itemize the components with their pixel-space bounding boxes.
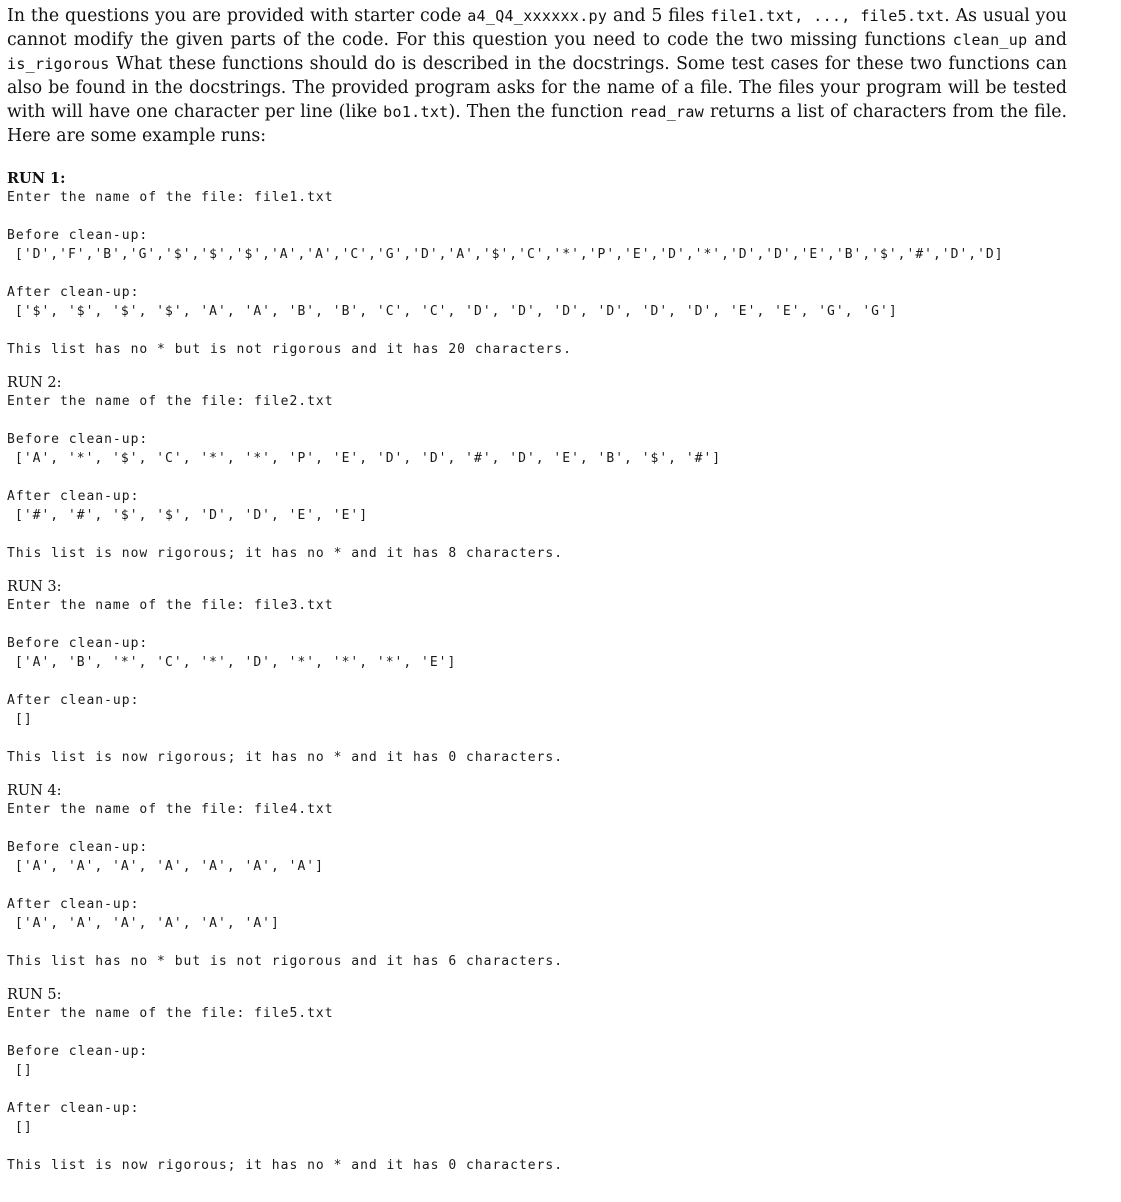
intro-text-6: ). Then the function (448, 102, 630, 122)
run-block (7, 578, 1067, 782)
after-label: After clean-up: (7, 897, 140, 912)
result-line: This list is now rigorous; it has no * and it has 0 characters. (7, 1158, 564, 1173)
run-block (7, 374, 1067, 578)
run-title: RUN 5: (7, 987, 62, 1003)
intro-text-2: and 5 files (607, 6, 711, 26)
file-prompt: Enter the name of the file: file5.txt (7, 1006, 334, 1021)
after-label: After clean-up: (7, 285, 140, 300)
before-label: Before clean-up: (7, 1044, 149, 1059)
file-prompt: Enter the name of the file: file3.txt (7, 598, 334, 613)
after-list: ['#', '#', '$', '$', 'D', 'D', 'E', 'E'] (15, 508, 369, 523)
run-block (7, 170, 1067, 374)
intro-text-1: In the questions you are provided with starter code (7, 6, 468, 26)
result-line: This list has no * but is not rigorous and it has 20 characters. (7, 342, 572, 357)
run-title: RUN 2: (7, 375, 62, 391)
after-label: After clean-up: (7, 1101, 140, 1116)
starter-code-filename: a4_Q4_xxxxxx.py (467, 7, 608, 25)
file-prompt: Enter the name of the file: file4.txt (7, 802, 334, 817)
before-list: [] (15, 1063, 33, 1078)
after-label: After clean-up: (7, 489, 140, 504)
input-files-list: file1.txt, ..., file5.txt (710, 7, 945, 25)
before-label: Before clean-up: (7, 228, 149, 243)
before-label: Before clean-up: (7, 636, 149, 651)
after-list: [] (15, 1120, 33, 1135)
read-raw-function-name: read_raw (629, 103, 705, 121)
is-rigorous-function-name: is_rigorous (7, 55, 110, 73)
after-list: ['$', '$', '$', '$', 'A', 'A', 'B', 'B', 'C', 'C', 'D', 'D', 'D', 'D', 'D', 'D', 'E', 'E', 'G', 'G'] (15, 304, 898, 319)
after-list: [] (15, 712, 33, 727)
before-list: ['D','F','B','G','$','$','$','A','A','C','G','D','A','$','C','*','P','E','D','*','D','D','E','B','$','#','D','D] (15, 247, 1004, 262)
clean-up-function-name: clean_up (952, 31, 1028, 49)
after-list: ['A', 'A', 'A', 'A', 'A', 'A'] (15, 916, 280, 931)
intro-text-7: returns a list of characters from the file. Here are some example runs: (7, 102, 1067, 146)
run-block (7, 782, 1067, 986)
before-label: Before clean-up: (7, 432, 149, 447)
run-title: RUN 3: (7, 579, 62, 595)
intro-text-3: . As usual you cannot modify the given parts of the code. For this question you need to code the two missing functions (7, 6, 1067, 50)
run-title: RUN 4: (7, 783, 62, 799)
example-filename: bo1.txt (383, 103, 449, 121)
result-line: This list is now rigorous; it has no * and it has 8 characters. (7, 546, 564, 561)
before-list: ['A', 'B', '*', 'C', '*', 'D', '*', '*', '*', 'E'] (15, 655, 457, 670)
run-block (7, 986, 1067, 1175)
file-prompt: Enter the name of the file: file1.txt (7, 190, 334, 205)
run-title: RUN 1: (7, 170, 66, 187)
document-page (7, 4, 1067, 1175)
before-label: Before clean-up: (7, 840, 149, 855)
file-prompt: Enter the name of the file: file2.txt (7, 394, 334, 409)
intro-paragraph (7, 4, 1067, 148)
intro-text-4: and (1027, 30, 1067, 50)
before-list: ['A', '*', '$', 'C', '*', '*', 'P', 'E', 'D', 'D', '#', 'D', 'E', 'B', '$', '#'] (15, 451, 722, 466)
after-label: After clean-up: (7, 693, 140, 708)
before-list: ['A', 'A', 'A', 'A', 'A', 'A', 'A'] (15, 859, 324, 874)
result-line: This list has no * but is not rigorous and it has 6 characters. (7, 954, 564, 969)
result-line: This list is now rigorous; it has no * and it has 0 characters. (7, 750, 564, 765)
intro-text-5: What these functions should do is described in the docstrings. Some test cases for these two functions can also be found in the docstrings. The provided program asks for the name of a file. The files your program will be tested with will have one character per line (like (7, 54, 1067, 122)
